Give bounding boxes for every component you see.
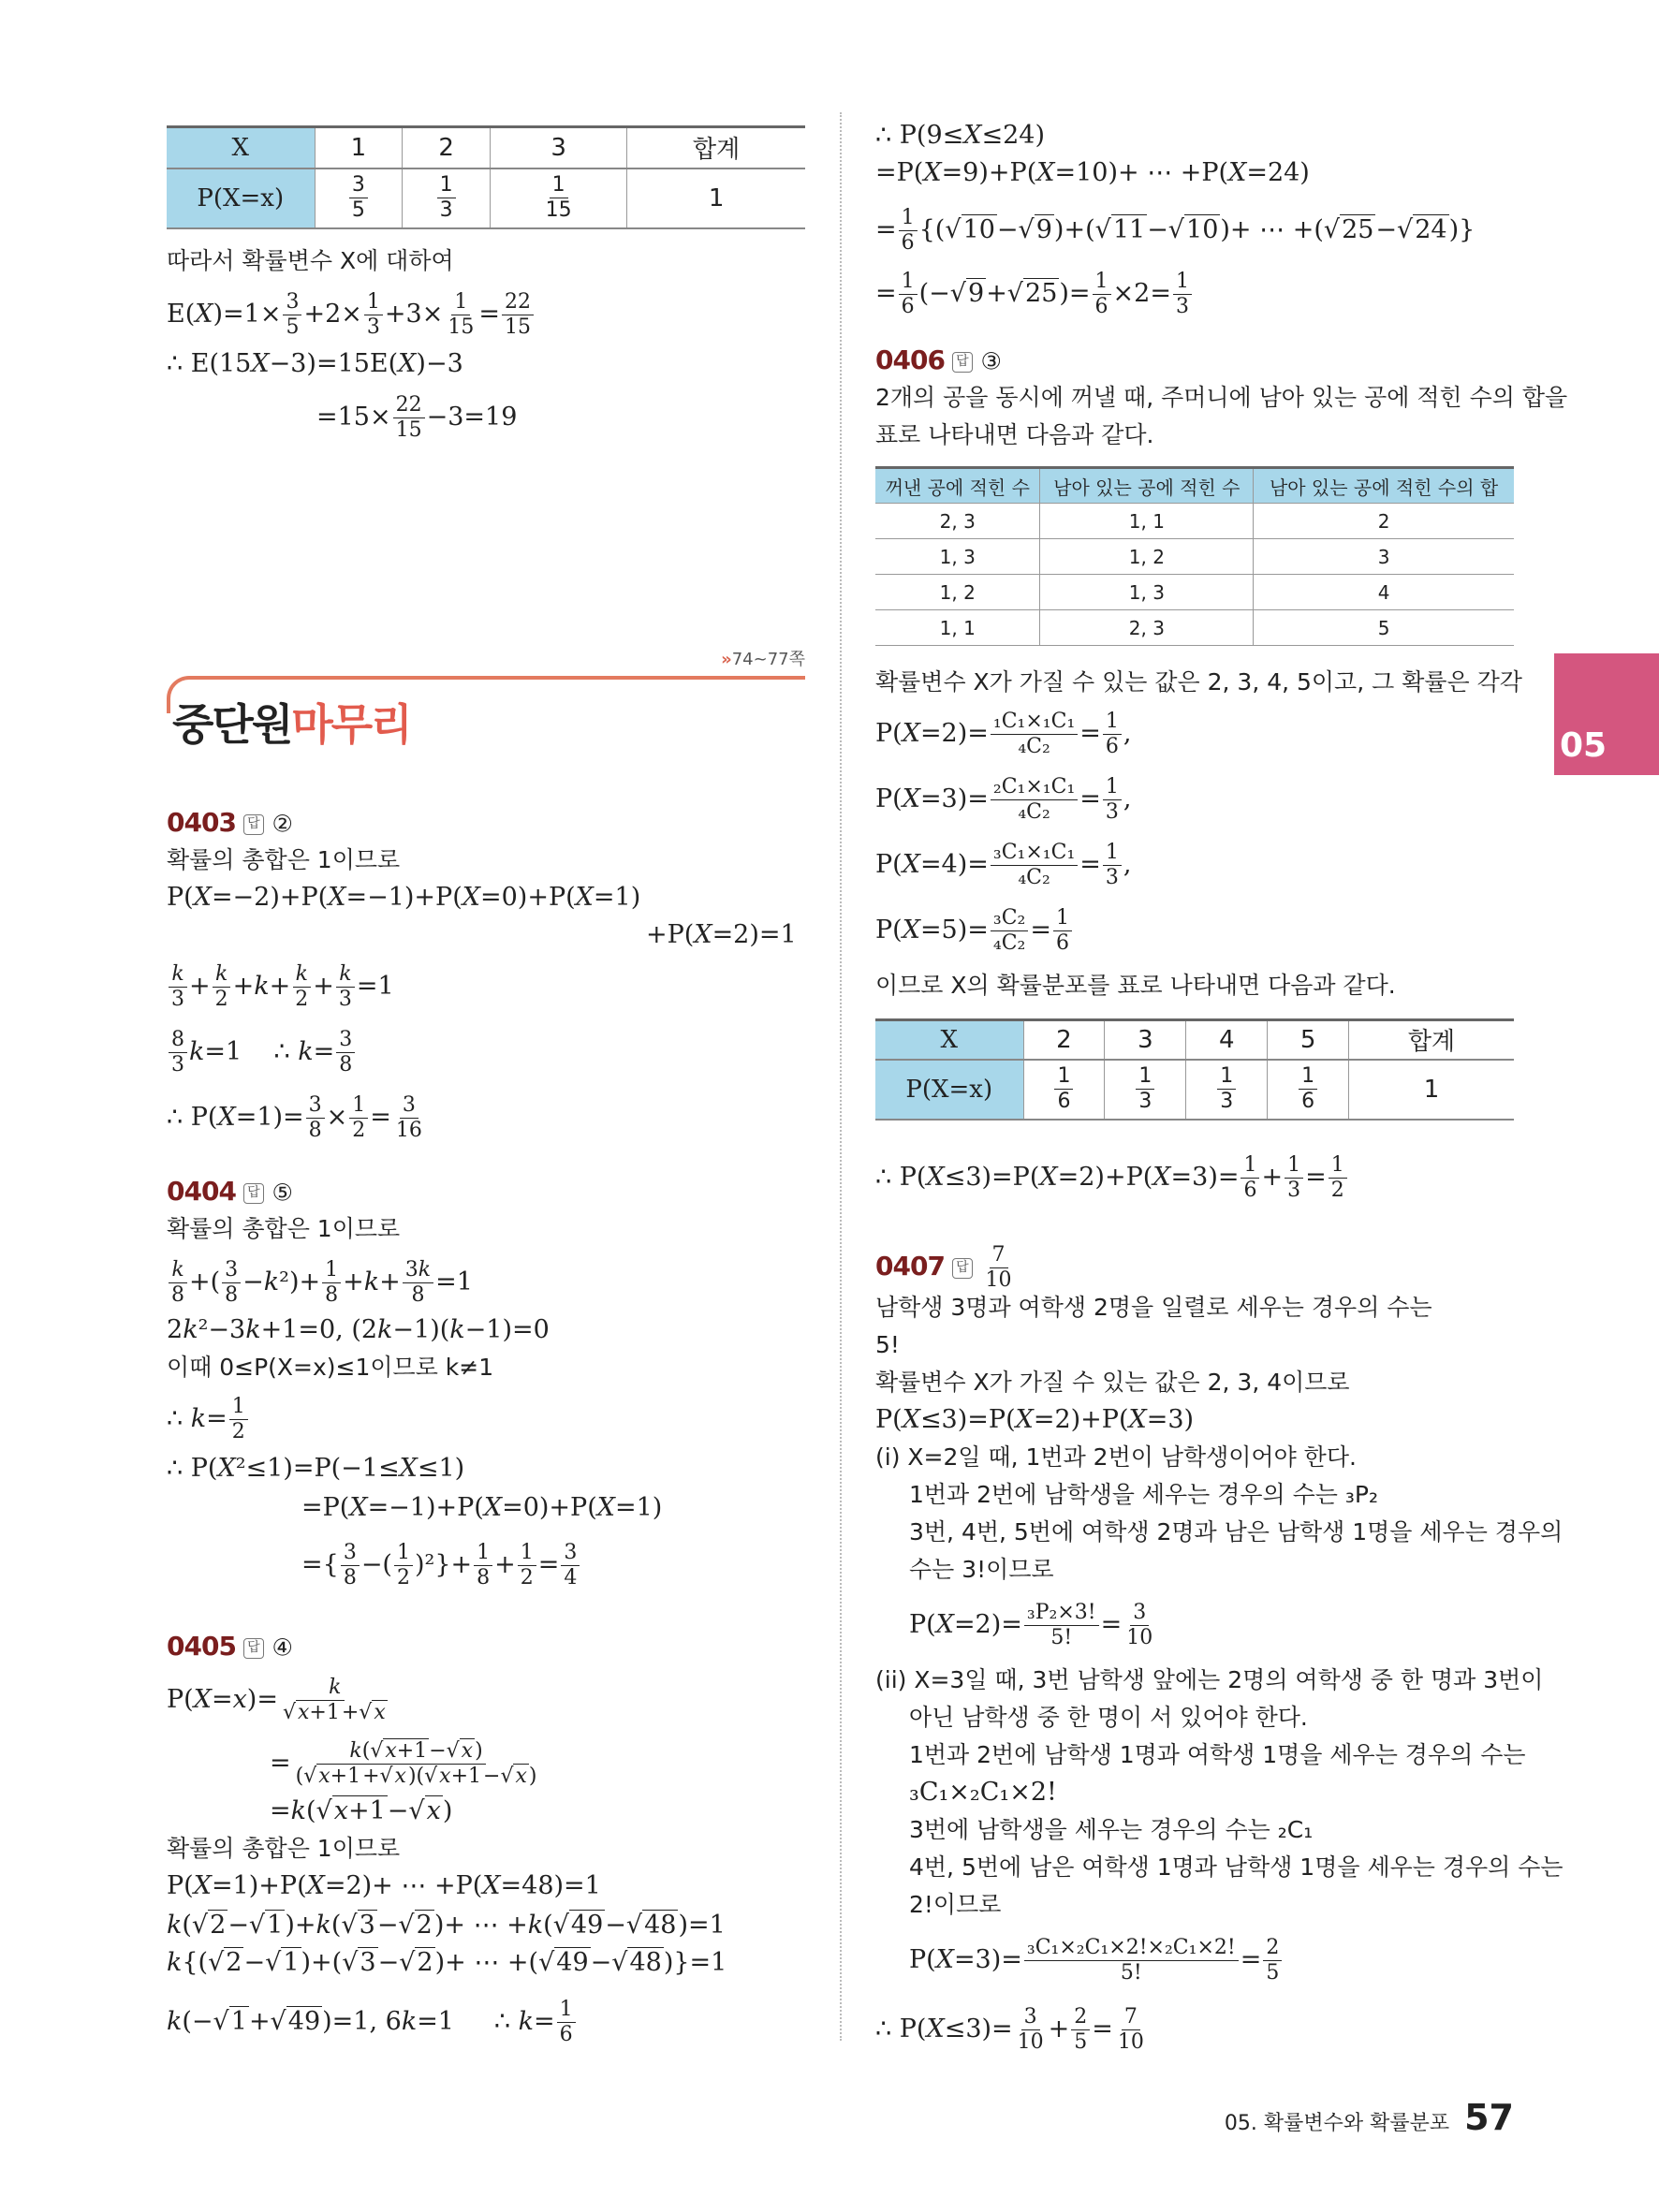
section-header (167, 646, 805, 749)
table-cell-total: 합계 (1349, 1020, 1514, 1060)
table-header-x: X (875, 1020, 1023, 1060)
answer-icon: 답 (243, 1638, 264, 1659)
math-line: k(√2−√1)+k(√3−√2)+ ⋯ +k(√49−√48)=1 (167, 1911, 726, 1940)
left-column (167, 0, 805, 2212)
math-line: k{(√2−√1)+(√3−√2)+ ⋯ +(√49−√48)}=1 (167, 1948, 727, 1977)
math-line: ∴ P(X=1)= $\frac{3}{8}$ × $\frac{1}{2}$ = $\frac{3}{16}$ (167, 1093, 422, 1142)
text-line: 3번에 남학생을 세우는 경우의 수는 ₂C₁ (909, 1816, 1314, 1843)
math-line: = $\frac{1}{6}$ (−√9+√25)= $\frac{1}{6}$ ×2= $\frac{1}{3}$ (875, 271, 1194, 317)
math-line: P(X=3)= $\frac{\text{₃C₁×₂C₁×2!×₂C₁×2!}}{5!}$ = $\frac{2}{5}$ (909, 1938, 1284, 1984)
page-reference: »74~77쪽 (721, 650, 805, 669)
math-line: P(X=2)= $\frac{\text{₁C₁×₁C₁}}{\text{₄C₂}}$ = $\frac{1}{6}$ , (875, 710, 1132, 758)
table-row: 1, 3 1, 2 3 (875, 539, 1514, 575)
answer-icon: 답 (952, 352, 973, 373)
right-column (875, 0, 1568, 2212)
text-line: 확률변수 X가 가질 수 있는 값은 2, 3, 4, 5이고, 그 확률은 각각 (875, 668, 1522, 696)
text-line: 확률의 총합은 1이므로 (167, 1215, 401, 1242)
text-line: 2개의 공을 동시에 꺼낼 때, 주머니에 남아 있는 공에 적힌 수의 합을 (875, 384, 1568, 411)
math-line: P(X=2)= $\frac{\text{₃P₂×3!}}{5!}$ = $\frac{3}{10}$ (909, 1601, 1153, 1649)
text-line: (ii) X=3일 때, 3번 남학생 앞에는 2명의 여학생 중 한 명과 3번이 (875, 1666, 1544, 1693)
problem-header-0403: 0403 답 ② (167, 807, 293, 838)
math-line: ∴ k= $\frac{1}{2}$ (167, 1397, 250, 1443)
text-line: 수는 3!이므로 (909, 1556, 1054, 1583)
table-cell-total: 합계 (627, 127, 805, 168)
problem-header-0405: 0405 답 ④ (167, 1631, 293, 1662)
text-line: 2!이므로 (909, 1891, 1002, 1918)
text-line: 1번과 2번에 남학생을 세우는 경우의 수는 ₃P₂ (909, 1481, 1379, 1508)
page-footer (1225, 2097, 1514, 2138)
math-line: P(X=1)+P(X=2)+ ⋯ +P(X=48)=1 (167, 1871, 601, 1900)
math-line: P(X=x)= $\frac{k}{√x+1+√x}$ (167, 1676, 386, 1724)
text-line: 1번과 2번에 남학생 1명과 여학생 1명을 세우는 경우의 수는 (909, 1741, 1526, 1768)
text-line: 이때 0≤P(X=x)≤1이므로 k≠1 (167, 1354, 494, 1381)
math-line: =P(X=−1)+P(X=0)+P(X=1) (301, 1493, 663, 1522)
math-line: ₃C₁×₂C₁×2! (909, 1778, 1057, 1807)
text-line: 확률의 총합은 1이므로 (167, 846, 401, 873)
math-line: =P(X=9)+P(X=10)+ ⋯ +P(X=24) (875, 158, 1310, 187)
text-line: 남학생 3명과 여학생 2명을 일렬로 세우는 경우의 수는 (875, 1294, 1432, 1321)
table-cell: 1 (627, 168, 805, 228)
math-line: P(X=−2)+P(X=−1)+P(X=0)+P(X=1) (167, 883, 641, 912)
math-line: =15× $\frac{22}{15}$ −3=19 (316, 393, 518, 442)
sum-table (875, 466, 1514, 646)
answer-icon: 답 (243, 1183, 264, 1204)
math-line: $\frac{k}{8}$ +( $\frac{3}{8}$ −k²)+ $\frac{1}{8}$ +k+ $\frac{3k}{8}$ =1 (167, 1260, 473, 1306)
text-line: 4번, 5번에 남은 여학생 1명과 남학생 1명을 세우는 경우의 수는 (909, 1853, 1564, 1881)
math-line: ∴ P(9≤X≤24) (875, 121, 1046, 150)
text-line: 아닌 남학생 중 한 명이 서 있어야 한다. (909, 1704, 1308, 1731)
page-number: 57 (1464, 2097, 1514, 2138)
text-line: (i) X=2일 때, 1번과 2번이 남학생이어야 한다. (875, 1443, 1357, 1471)
math-line: P(X=3)= $\frac{\text{₂C₁×₁C₁}}{\text{₄C₂}}$ = $\frac{1}{3}$ , (875, 775, 1132, 824)
math-line: ={ $\frac{3}{8}$ −( $\frac{1}{2}$ )²}+ $\frac{1}{8}$ + $\frac{1}{2}$ = $\frac{3}{4}$ (301, 1543, 581, 1589)
math-line: E(X)=1× $\frac{3}{5}$ +2× $\frac{1}{3}$ +3× $\frac{1}{15}$ = $\frac{22}{15}$ (167, 292, 536, 338)
text-line: 이므로 X의 확률분포를 표로 나타내면 다음과 같다. (875, 972, 1396, 999)
table-header: 남아 있는 공에 적힌 수의 합 (1254, 468, 1514, 504)
chapter-tab: 05 (1554, 653, 1659, 775)
intro-text: 따라서 확률변수 X에 대하여 (167, 247, 454, 274)
table-cell: $\frac{1}{3}$ (403, 168, 491, 228)
math-line: +P(X=2)=1 (646, 920, 797, 949)
text-line: 표로 나타내면 다음과 같다. (875, 421, 1154, 448)
math-line: =k(√x+1−√x) (270, 1796, 453, 1825)
answer-icon: 답 (243, 814, 264, 835)
math-line: = $\frac{1}{6}$ {(√10−√9)+(√11−√10)+ ⋯ +(√25−√24)} (875, 206, 1475, 255)
table-row-label: P(X=x) (875, 1060, 1023, 1120)
math-line: k(−√1+√49)=1, 6k=1 ∴ k= $\frac{1}{6}$ (167, 2000, 578, 2045)
table-row: 1, 2 1, 3 4 (875, 575, 1514, 610)
column-divider (840, 112, 842, 2041)
math-line: P(X=4)= $\frac{\text{₃C₁×₁C₁}}{\text{₄C₂}}$ = $\frac{1}{3}$ , (875, 841, 1132, 889)
text-line: 5! (875, 1331, 900, 1358)
math-line: $\frac{8}{3}$ k=1 ∴ k= $\frac{3}{8}$ (167, 1030, 357, 1076)
table-row: 2, 3 1, 1 2 (875, 504, 1514, 539)
table-row-label: P(X=x) (167, 168, 315, 228)
table-cell: 2 (403, 127, 491, 168)
table-cell: $\frac{3}{5}$ (315, 168, 403, 228)
table-header-x: X (167, 127, 315, 168)
table-header: 남아 있는 공에 적힌 수 (1040, 468, 1254, 504)
math-line: = $\frac{k(√x+1-√x)}{(√x+1+√x)(√x+1-√x)}$ (270, 1739, 537, 1788)
problem-header-0407: 0407 답 $\frac{7}{10}$ (875, 1243, 1012, 1292)
text-line: 3번, 4번, 5번에 여학생 2명과 남은 남학생 1명을 세우는 경우의 (909, 1518, 1564, 1545)
answer-icon: 답 (952, 1258, 973, 1279)
distribution-table-1 (167, 125, 805, 229)
math-line: P(X≤3)=P(X=2)+P(X=3) (875, 1405, 1195, 1434)
math-line: ∴ P(X≤3)=P(X=2)+P(X=3)= $\frac{1}{6}$ + $\frac{1}{3}$ = $\frac{1}{2}$ (875, 1155, 1349, 1201)
text-line: 확률의 총합은 1이므로 (167, 1835, 401, 1862)
math-line: ∴ P(X²≤1)=P(−1≤X≤1) (167, 1454, 465, 1483)
text-line: 확률변수 X가 가질 수 있는 값은 2, 3, 4이므로 (875, 1369, 1350, 1396)
math-line: ∴ P(X≤3)= $\frac{3}{10}$ + $\frac{2}{5}$ = $\frac{7}{10}$ (875, 2005, 1144, 2054)
problem-header-0404: 0404 답 ⑤ (167, 1176, 293, 1207)
problem-header-0406: 0406 답 ③ (875, 344, 1002, 375)
footer-chapter: 05. 확률변수와 확률분포 (1224, 2112, 1450, 2135)
math-line: 2k²−3k+1=0, (2k−1)(k−1)=0 (167, 1315, 550, 1344)
table-header: 꺼낸 공에 적힌 수 (875, 468, 1040, 504)
table-cell: 3 (490, 127, 626, 168)
table-cell: $\frac{1}{15}$ (490, 168, 626, 228)
table-row: 1, 1 2, 3 5 (875, 610, 1514, 646)
table-cell: 1 (315, 127, 403, 168)
math-line: $\frac{k}{3}$ + $\frac{k}{2}$ +k+ $\frac{k}{2}$ + $\frac{k}{3}$ =1 (167, 964, 394, 1010)
math-line: ∴ E(15X−3)=15E(X)−3 (167, 349, 463, 378)
math-line: P(X=5)= $\frac{\text{₃C₂}}{\text{₄C₂}}$ = $\frac{1}{6}$ (875, 908, 1074, 954)
section-title: 중단원마무리 (172, 699, 411, 750)
distribution-table-2: X 2 3 4 5 합계 P(X=x) $\frac{1}{6}$ $\frac{1}{3}$ $\frac{1}{3}$ $\frac{1}{6}$ 1 (875, 1018, 1514, 1121)
